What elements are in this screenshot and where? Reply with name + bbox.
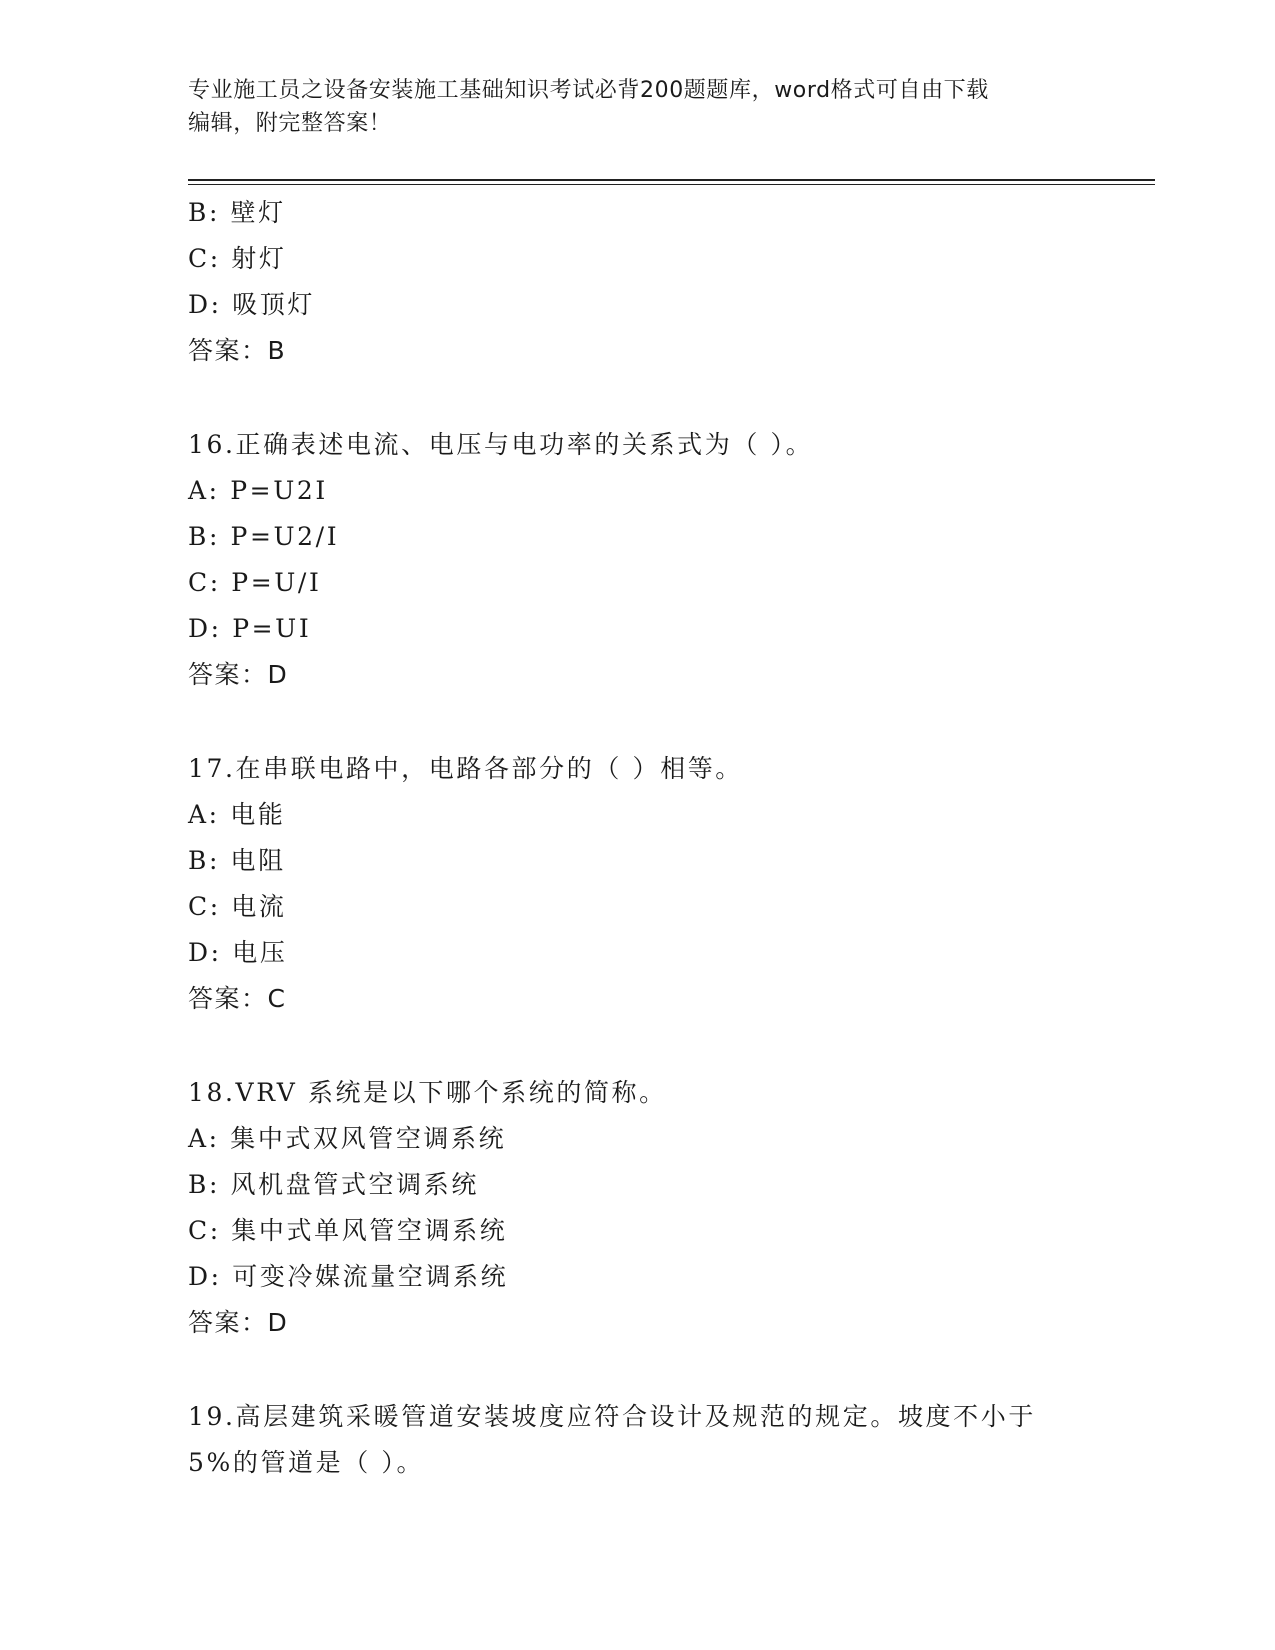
question-stem-line-2: 5%的管道是（ ）。 [188,1448,425,1477]
question-block-18 [188,1070,1128,1346]
option-b: B: 电阻 [188,846,286,875]
question-stem: 18.VRV 系统是以下哪个系统的简称。 [188,1078,667,1107]
header-line-2: 编辑，附完整答案！ [188,111,392,136]
option-c: C: P=U/I [188,568,322,597]
spacer [188,698,1128,746]
question-list [188,190,1128,1486]
question-stem: 16.正确表述电流、电压与电功率的关系式为（ ）。 [188,430,814,459]
option-c: C: 电流 [188,892,287,921]
option-a: A: 电能 [188,800,286,829]
option-d: D: P=UI [188,614,312,643]
document-header [188,74,1088,140]
spacer [188,374,1128,422]
question-block-19 [188,1394,1128,1486]
answer-label: 答案：D [188,660,289,689]
option-a: A: 集中式双风管空调系统 [188,1124,507,1153]
option-c: C: 集中式单风管空调系统 [188,1216,508,1245]
option-a: A: P=U2I [188,476,328,505]
option-b: B: P=U2/I [188,522,340,551]
header-line-1: 专业施工员之设备安装施工基础知识考试必背200题题库，word格式可自由下载 [188,78,989,103]
question-block-17 [188,746,1128,1022]
option-b: B: 风机盘管式空调系统 [188,1170,479,1199]
option-c: C: 射灯 [188,244,287,273]
question-stem: 17.在串联电路中，电路各部分的（ ）相等。 [188,754,743,783]
spacer [188,1022,1128,1070]
question-block-15 [188,190,1128,374]
option-d: D: 可变冷媒流量空调系统 [188,1262,509,1291]
header-divider-thin [188,184,1155,185]
option-b: B: 壁灯 [188,198,286,227]
question-stem-line-1: 19.高层建筑采暖管道安装坡度应符合设计及规范的规定。坡度不小于 [188,1402,1036,1431]
option-d: D: 电压 [188,938,288,967]
question-block-16 [188,422,1128,698]
answer-label: 答案：D [188,1308,289,1337]
option-d: D: 吸顶灯 [188,290,316,319]
spacer [188,1346,1128,1394]
header-divider-thick [188,179,1155,181]
answer-label: 答案：C [188,984,287,1013]
answer-label: 答案：B [188,336,287,365]
